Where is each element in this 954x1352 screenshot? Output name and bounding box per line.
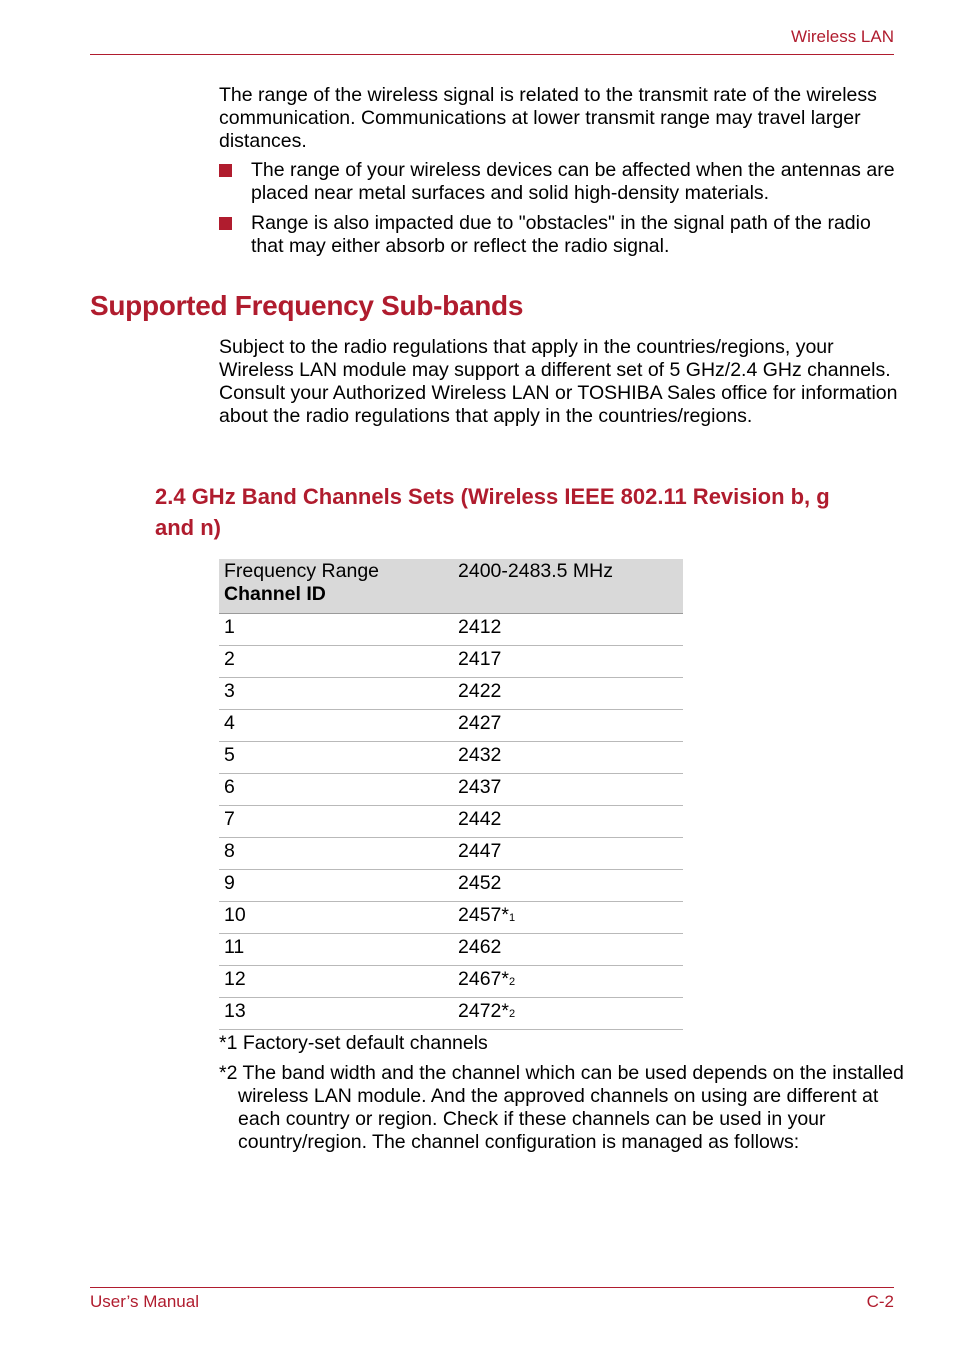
bullet-text: Range is also impacted due to "obstacles" in the signal path of the radio that may either absorb or reflect the radio signal. xyxy=(251,212,871,257)
footnote-1: *1 Factory-set default channels xyxy=(219,1032,488,1054)
frequency-cell xyxy=(453,998,683,1030)
bullet-text: The range of your wireless devices can be affected when the antennas are placed near metal surfaces and solid high-density materials. xyxy=(251,159,895,204)
frequency-cell xyxy=(453,806,683,838)
channel-id-cell: 10 xyxy=(219,902,453,934)
channel-id-cell: 8 xyxy=(219,838,453,870)
table-row xyxy=(219,870,683,902)
header-channel-id: Channel ID xyxy=(224,583,326,605)
channel-id-cell: 4 xyxy=(219,710,453,742)
square-bullet-icon xyxy=(219,217,232,230)
table-row xyxy=(219,806,683,838)
channel-id-cell: 6 xyxy=(219,774,453,806)
table-row xyxy=(219,838,683,870)
footnote-marker: 1 xyxy=(508,912,516,924)
footnote-2: *2 The band width and the channel which can be used depends on the installed wireless LAN module. And the approved channels on using are different at each country or region. Check if these channels can be used in your country/region. The channel configuration is managed as follows: xyxy=(219,1062,904,1153)
frequency-value: 2437 xyxy=(458,776,502,798)
header-band-range: 2400-2483.5 MHz xyxy=(453,559,683,614)
channel-id-cell: 9 xyxy=(219,870,453,902)
table-row xyxy=(219,742,683,774)
table-row xyxy=(219,966,683,998)
running-header: Wireless LAN xyxy=(791,27,894,46)
frequency-value: 2412 xyxy=(458,616,502,638)
footer-rule xyxy=(90,1287,894,1288)
page-number: C-2 xyxy=(866,1292,894,1311)
square-bullet-icon xyxy=(219,164,232,177)
footer-manual-title: User’s Manual xyxy=(90,1292,199,1311)
footnote-marker: 2 xyxy=(508,1008,516,1020)
bullet-list xyxy=(219,159,899,265)
table-row xyxy=(219,934,683,966)
frequency-cell xyxy=(453,870,683,902)
channel-id-cell: 13 xyxy=(219,998,453,1030)
section-paragraph: Subject to the radio regulations that apply in the countries/regions, your Wireless LAN module may support a different set of 5 GHz/2.4 GHz channels. Consult your Authorized Wireless LAN or TOSHIBA Sales office for information about the radio regulations that apply in the countries/regions. xyxy=(219,336,898,427)
section-heading: Supported Frequency Sub-bands xyxy=(90,290,524,321)
channel-id-cell: 3 xyxy=(219,678,453,710)
frequency-cell xyxy=(453,646,683,678)
channel-id-cell: 12 xyxy=(219,966,453,998)
frequency-value: 2447 xyxy=(458,840,502,862)
frequency-value: 2432 xyxy=(458,744,502,766)
frequency-value: 2417 xyxy=(458,648,502,670)
frequency-cell xyxy=(453,966,683,998)
table-row xyxy=(219,902,683,934)
table-row xyxy=(219,998,683,1030)
frequency-value: 2472* xyxy=(458,1000,509,1022)
channel-id-cell: 1 xyxy=(219,614,453,646)
frequency-value: 2452 xyxy=(458,872,502,894)
frequency-value: 2422 xyxy=(458,680,502,702)
table-row xyxy=(219,614,683,646)
frequency-cell xyxy=(453,838,683,870)
channel-id-cell: 5 xyxy=(219,742,453,774)
table-row xyxy=(219,774,683,806)
intro-paragraph: The range of the wireless signal is related to the transmit rate of the wireless communication. Communications at lower transmit range may travel larger distances. xyxy=(219,84,877,152)
frequency-value: 2462 xyxy=(458,936,502,958)
channel-id-cell: 7 xyxy=(219,806,453,838)
frequency-value: 2442 xyxy=(458,808,502,830)
channel-table xyxy=(219,559,683,1030)
header-rule xyxy=(90,54,894,55)
channel-id-cell: 11 xyxy=(219,934,453,966)
frequency-cell xyxy=(453,934,683,966)
table-header-row xyxy=(219,559,683,614)
header-frequency-range: Frequency Range xyxy=(224,560,380,582)
footnote-marker: 2 xyxy=(508,976,516,988)
channel-id-cell: 2 xyxy=(219,646,453,678)
frequency-cell xyxy=(453,774,683,806)
table-row xyxy=(219,678,683,710)
frequency-cell xyxy=(453,614,683,646)
frequency-cell xyxy=(453,742,683,774)
frequency-value: 2457* xyxy=(458,904,509,926)
list-item xyxy=(219,159,899,205)
frequency-value: 2467* xyxy=(458,968,509,990)
frequency-cell xyxy=(453,678,683,710)
subsection-heading: 2.4 GHz Band Channels Sets (Wireless IEEE 802.11 Revision b, g and n) xyxy=(155,484,830,540)
frequency-cell xyxy=(453,902,683,934)
table-row xyxy=(219,710,683,742)
frequency-cell xyxy=(453,710,683,742)
list-item xyxy=(219,212,899,258)
table-row xyxy=(219,646,683,678)
table-header-cell xyxy=(219,559,453,614)
frequency-value: 2427 xyxy=(458,712,502,734)
